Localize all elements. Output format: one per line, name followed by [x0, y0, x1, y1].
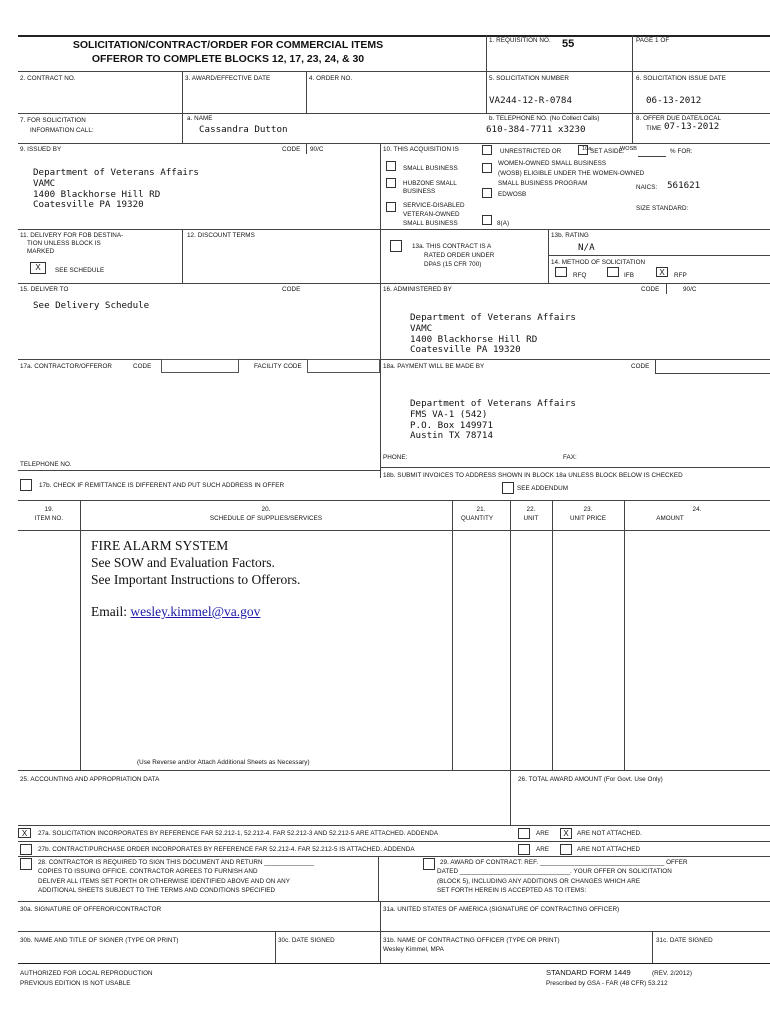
- small-business-label: SMALL BUSINESS: [403, 165, 458, 172]
- delivery-fob-label-2: TION UNLESS BLOCK IS: [27, 240, 101, 247]
- email-link[interactable]: wesley.kimmel@va.gov: [130, 604, 261, 619]
- contact-name-value[interactable]: Cassandra Dutton: [199, 124, 288, 135]
- issue-date-value[interactable]: 06-13-2012: [646, 95, 702, 106]
- offer-due-time-label: TIME: [646, 125, 662, 132]
- payment-fax-label: FAX:: [563, 454, 577, 461]
- sdvosb-label-1: SERVICE-DISABLED: [403, 202, 465, 209]
- form-title: SOLICITATION/CONTRACT/ORDER FOR COMMERCIAL ITEMS: [72, 39, 384, 51]
- administered-by-code-value[interactable]: 90/C: [683, 286, 697, 293]
- discount-terms-label: 12. DISCOUNT TERMS: [187, 232, 255, 239]
- 27b-are-checkbox[interactable]: [518, 844, 530, 855]
- rfp-checkbox[interactable]: X: [656, 267, 668, 277]
- contractor-telephone-label: TELEPHONE NO.: [20, 461, 72, 468]
- offer-due-label: 8. OFFER DUE DATE/LOCAL: [636, 115, 722, 122]
- schedule-footnote: (Use Reverse and/or Attach Additional Sheets as Necessary): [137, 759, 310, 766]
- contractor-label: 17a. CONTRACTOR/OFFEROR: [20, 363, 112, 370]
- size-standard-label: SIZE STANDARD:: [636, 205, 689, 212]
- col-unit-price: UNIT PRICE: [569, 515, 607, 522]
- for-solicitation-label: 7. FOR SOLICITATION: [20, 117, 86, 124]
- administered-by-address[interactable]: Department of Veterans Affairs VAMC 1400 Blackhorse Hill RD Coatesville PA 19320: [410, 312, 576, 356]
- edwosb-checkbox[interactable]: [482, 188, 492, 198]
- 28-line-3: DELIVER ALL ITEMS SET FORTH OR OTHERWISE IDENTIFIED ABOVE AND ON ANY: [38, 878, 290, 885]
- 29-checkbox[interactable]: [423, 858, 435, 870]
- telephone-label: b. TELEPHONE NO. (No Collect Calls): [489, 115, 600, 122]
- footer-prescribed: Prescribed by GSA - FAR (48 CFR) 53.212: [546, 980, 668, 987]
- naics-label: NAICS:: [636, 184, 658, 191]
- administered-by-label: 16. ADMINISTERED BY: [383, 286, 452, 293]
- schedule-line-2: See SOW and Evaluation Factors.: [91, 555, 275, 570]
- page-label: PAGE 1 OF: [636, 37, 670, 44]
- addendum-checkbox[interactable]: [502, 482, 514, 494]
- sdvosb-checkbox[interactable]: [386, 202, 396, 212]
- payment-code-label: CODE: [631, 363, 650, 370]
- 28-line-1: 28. CONTRACTOR IS REQUIRED TO SIGN THIS DOCUMENT AND RETURN ______________: [38, 859, 315, 866]
- payment-address[interactable]: Department of Veterans Affairs FMS VA-1 (542) P.O. Box 149971 Austin TX 78714: [410, 398, 576, 442]
- col-item-no-num: 19.: [44, 506, 54, 513]
- deliver-to-label: 15. DELIVER TO: [20, 286, 69, 293]
- col-schedule: SCHEDULE OF SUPPLIES/SERVICES: [209, 515, 323, 522]
- award-date-label: 3. AWARD/EFFECTIVE DATE: [185, 75, 271, 82]
- remittance-label: 17b. CHECK IF REMITTANCE IS DIFFERENT AND PUT SUCH ADDRESS IN OFFER: [39, 482, 285, 489]
- col-quantity: QUANTITY: [460, 515, 494, 522]
- signature-co-label: 31a. UNITED STATES OF AMERICA (SIGNATURE OF CONTRACTING OFFICER): [383, 906, 620, 913]
- 29-line-1: 29. AWARD OF CONTRACT: REF. ___________________________________ OFFER: [440, 859, 688, 866]
- col-schedule-num: 20.: [261, 506, 271, 513]
- contractor-code-label: CODE: [133, 363, 152, 370]
- facility-code-field[interactable]: [307, 359, 380, 373]
- issued-by-code-label: CODE: [282, 146, 301, 153]
- offer-due-value[interactable]: 07-13-2012: [664, 121, 720, 132]
- sdvosb-label-3: SMALL BUSINESS: [403, 220, 458, 227]
- rfq-label: RFQ: [573, 272, 587, 279]
- information-call-label: INFORMATION CALL:: [30, 127, 94, 134]
- wosb-label-1: WOMEN-OWNED SMALL BUSINESS: [498, 160, 607, 167]
- 29-line-3: (BLOCK 5), INCLUDING ANY ADDITIONS OR CHANGES WHICH ARE: [437, 878, 641, 885]
- 27b-checkbox[interactable]: [20, 844, 32, 855]
- percent-for-label: % FOR:: [670, 148, 693, 155]
- payment-by-label: 18a. PAYMENT WILL BE MADE BY: [383, 363, 485, 370]
- invoice-label: 18b. SUBMIT INVOICES TO ADDRESS SHOWN IN BLOCK 18a UNLESS BLOCK BELOW IS CHECKED: [383, 472, 683, 479]
- 27a-are-not-label: ARE NOT ATTACHED.: [577, 830, 642, 837]
- rated-order-label-2: RATED ORDER UNDER: [424, 252, 495, 259]
- col-unit-price-num: 23.: [583, 506, 593, 513]
- hubzone-checkbox[interactable]: [386, 178, 396, 188]
- 28-line-4: ADDITIONAL SHEETS SUBJECT TO THE TERMS AND CONDITIONS SPECIFIED: [38, 887, 276, 894]
- ifb-checkbox[interactable]: [607, 267, 619, 277]
- accounting-label: 25. ACCOUNTING AND APPROPRIATION DATA: [20, 776, 160, 783]
- 28-line-2: COPIES TO ISSUING OFFICE. CONTRACTOR AGREES TO FURNISH AND: [38, 868, 258, 875]
- 27b-are-not-checkbox[interactable]: [560, 844, 572, 855]
- rated-order-label-1: 13a. THIS CONTRACT IS A: [412, 243, 492, 250]
- col-item-no: ITEM NO.: [34, 515, 64, 522]
- email-label: Email:: [91, 604, 131, 619]
- col-amount-num: 24.: [692, 506, 702, 513]
- see-schedule-checkbox[interactable]: X: [30, 262, 46, 274]
- 27a-checkbox[interactable]: X: [18, 828, 31, 838]
- naics-value[interactable]: 561621: [667, 180, 701, 191]
- 27a-are-not-checkbox[interactable]: X: [560, 828, 572, 839]
- issued-by-code-value[interactable]: 90/C: [310, 146, 324, 153]
- co-name-value[interactable]: Wesley Kimmel, MPA: [383, 946, 444, 953]
- schedule-line-3: See Important Instructions to Offerors.: [91, 572, 301, 587]
- set-aside-label: SET ASIDE:: [590, 148, 625, 155]
- 27b-are-not-label: ARE NOT ATTACHED: [577, 846, 641, 853]
- co-name-label: 31b. NAME OF CONTRACTING OFFICER (TYPE OR PRINT): [383, 937, 560, 944]
- unrestricted-label: UNRESTRICTED OR: [500, 148, 562, 155]
- schedule-email-row: [91, 604, 260, 621]
- 27b-are-label: ARE: [536, 846, 550, 853]
- delivery-fob-label-1: 11. DELIVERY FOR FOB DESTINA-: [20, 232, 124, 239]
- rfq-checkbox[interactable]: [555, 267, 567, 277]
- hubzone-label-1: HUBZONE SMALL: [403, 180, 457, 187]
- footer-previous-edition: PREVIOUS EDITION IS NOT USABLE: [20, 980, 131, 987]
- co-date-label: 31c. DATE SIGNED: [656, 937, 713, 944]
- footer-form-name: STANDARD FORM 1449: [546, 968, 631, 977]
- col-unit: UNIT: [523, 515, 539, 522]
- footer-revision: (REV. 2/2012): [652, 970, 692, 977]
- 27a-are-checkbox[interactable]: [518, 828, 530, 839]
- solicitation-no-label: 5. SOLICITATION NUMBER: [489, 75, 569, 82]
- wosb-checkbox[interactable]: [482, 163, 492, 173]
- wosb-label-3: SMALL BUSINESS PROGRAM: [498, 180, 588, 187]
- requisition-label: 1. REQUISITION NO.: [489, 37, 551, 44]
- delivery-fob-label-3: MARKED: [27, 248, 55, 255]
- remittance-checkbox[interactable]: [20, 479, 32, 491]
- 27b-label: 27b. CONTRACT/PURCHASE ORDER INCORPORATES BY REFERENCE FAR 52.212-4. FAR 52.212-5 IS ATTACHED. ADDENDA: [38, 846, 415, 853]
- unrestricted-checkbox[interactable]: [482, 145, 492, 155]
- 27a-label: 27a. SOLICITATION INCORPORATES BY REFERENCE FAR 52.212-1, 52.212-4. FAR 52.212-3 AND 52.212-5 ARE ATTACHED. ADDENDA: [38, 830, 439, 837]
- wosb-tag: 10a.: [582, 146, 593, 152]
- issue-date-label: 6. SOLICITATION ISSUE DATE: [636, 75, 726, 82]
- col-quantity-num: 21.: [476, 506, 486, 513]
- edwosb-label: EDWOSB: [498, 191, 527, 198]
- signer-date-label: 30c. DATE SIGNED: [278, 937, 335, 944]
- ifb-label: IFB: [624, 272, 634, 279]
- facility-code-label: FACILITY CODE: [254, 363, 302, 370]
- rating-label: 13b. RATING: [551, 232, 589, 239]
- signer-name-label: 30b. NAME AND TITLE OF SIGNER (TYPE OR PRINT): [20, 937, 179, 944]
- issued-by-label: 9. ISSUED BY: [20, 146, 62, 153]
- rating-value[interactable]: N/A: [578, 242, 595, 253]
- schedule-line-1: FIRE ALARM SYSTEM: [91, 538, 229, 553]
- wosb-label-2: (WOSB) ELIGIBLE UNDER THE WOMEN-OWNED: [498, 170, 645, 177]
- order-no-label: 4. ORDER NO.: [309, 75, 353, 82]
- 8a-label: 8(A): [497, 220, 510, 227]
- method-label: 14. METHOD OF SOLICITATION: [551, 259, 646, 266]
- rated-order-checkbox[interactable]: [390, 240, 402, 252]
- 27a-are-label: ARE: [536, 830, 550, 837]
- payment-phone-label: PHONE:: [383, 454, 408, 461]
- solicitation-no-value[interactable]: VA244-12-R-0784: [489, 95, 572, 106]
- form-subtitle: OFFEROR TO COMPLETE BLOCKS 12, 17, 23, 24, & 30: [91, 53, 365, 65]
- wosb-small-label: WOSB: [620, 146, 638, 152]
- requisition-value[interactable]: 55: [562, 38, 575, 50]
- administered-by-code-label: CODE: [641, 286, 660, 293]
- name-label: a. NAME: [187, 115, 213, 122]
- rfp-label: RFP: [674, 272, 687, 279]
- 29-line-2: DATED _______________________________. YOUR OFFER ON SOLICITATION: [437, 868, 672, 875]
- col-amount: AMOUNT: [656, 515, 684, 522]
- issued-by-address[interactable]: Department of Veterans Affairs VAMC 1400 Blackhorse Hill RD Coatesville PA 19320: [33, 167, 199, 211]
- deliver-to-code-label: CODE: [282, 286, 301, 293]
- 8a-checkbox[interactable]: [482, 215, 492, 225]
- 29-line-4: SET FORTH HEREIN IS ACCEPTED AS TO ITEMS:: [437, 887, 587, 894]
- addendum-label: SEE ADDENDUM: [517, 485, 568, 492]
- small-business-checkbox[interactable]: [386, 161, 396, 171]
- contract-no-label: 2. CONTRACT NO.: [20, 75, 76, 82]
- deliver-to-value[interactable]: See Delivery Schedule: [33, 300, 150, 311]
- rated-order-label-3: DPAS (15 CFR 700): [424, 261, 482, 268]
- col-unit-num: 22.: [526, 506, 536, 513]
- see-schedule-label: SEE SCHEDULE: [55, 267, 105, 274]
- acquisition-label: 10. THIS ACQUISITION IS: [383, 146, 459, 153]
- contractor-code-field[interactable]: [161, 359, 239, 373]
- sdvosb-label-2: VETERAN-OWNED: [403, 211, 460, 218]
- telephone-value[interactable]: 610-384-7711 x3230: [486, 124, 586, 135]
- 28-checkbox[interactable]: [20, 858, 32, 870]
- signature-offeror-label: 30a. SIGNATURE OF OFFEROR/CONTRACTOR: [20, 906, 162, 913]
- total-award-label: 26. TOTAL AWARD AMOUNT (For Govt. Use Only): [518, 776, 663, 783]
- hubzone-label-2: BUSINESS: [403, 188, 436, 195]
- footer-authorized: AUTHORIZED FOR LOCAL REPRODUCTION: [20, 970, 153, 977]
